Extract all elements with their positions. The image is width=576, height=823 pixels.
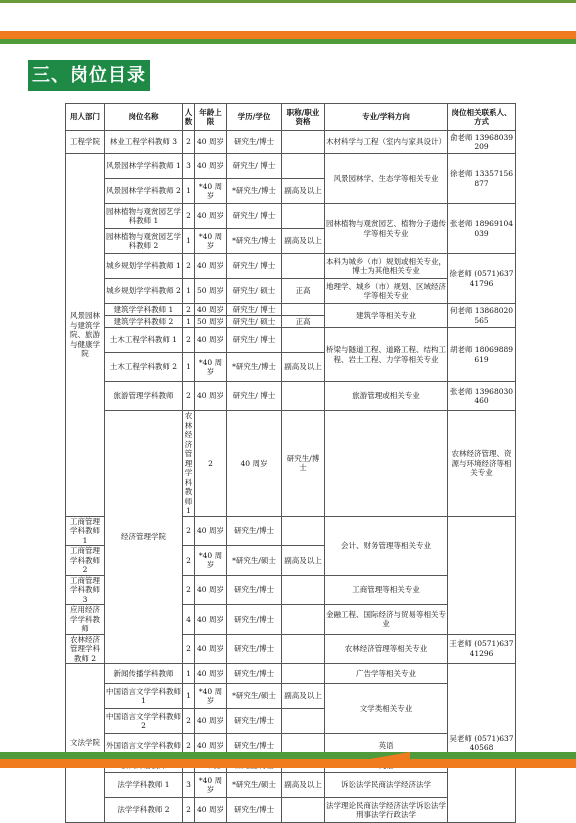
position-name: 风景园林学学科教师 2: [105, 179, 183, 204]
major: 英语: [325, 734, 448, 759]
prof-title: 副高及以上: [282, 773, 325, 798]
position-count: 2: [183, 328, 195, 353]
age-limit: *40 周岁: [195, 179, 227, 204]
age-limit: *40 周岁: [195, 229, 227, 254]
contact: 何老师 13868020565: [448, 304, 516, 328]
prof-title: [282, 709, 325, 734]
table-row: [66, 204, 516, 229]
header-stripe-green-lower: [0, 39, 576, 44]
header-title: 职称/职业资格: [282, 104, 325, 131]
prof-title: [282, 328, 325, 353]
education: *研究生/博士: [227, 229, 282, 254]
major: 木材科学与工程（室内与家具设计）: [325, 131, 448, 154]
table-row: [66, 382, 516, 411]
prof-title: 副高及以上: [282, 684, 325, 709]
prof-title: [282, 798, 325, 823]
age-limit: 40 周岁: [195, 131, 227, 154]
dept-cell: 经济管理学院: [105, 411, 183, 664]
position-name: 外国语言文学学科教师: [105, 734, 183, 759]
section-title: 三、岗位目录: [28, 60, 150, 91]
table-row: [66, 328, 516, 353]
table-row: [66, 154, 516, 179]
education: 研究生/ 博士: [227, 328, 282, 353]
age-limit: 40 周岁: [195, 254, 227, 279]
footer-stripe-orange: [0, 759, 576, 768]
education: 研究生/博士: [227, 664, 282, 684]
age-limit: 40 周岁: [195, 154, 227, 179]
dept-cell: 文法学院: [66, 664, 105, 823]
position-name: 应用经济学学科教师: [66, 605, 105, 635]
contact: 胡老师 18069889619: [448, 328, 516, 382]
major: 本科为城乡（市）规划或相关专业，博士为其他相关专业: [325, 254, 448, 279]
position-name: 土木工程学科教师 1: [105, 328, 183, 353]
major: 诉讼法学民商法学经济法学: [325, 773, 448, 798]
education: 研究生/ 博士: [227, 204, 282, 229]
position-count: 2: [183, 382, 195, 411]
education: 研究生/ 博士: [227, 254, 282, 279]
age-limit: *40 周岁: [195, 684, 227, 709]
education: 研究生/ 博士: [227, 304, 282, 316]
education: 研究生/ 硕士: [227, 279, 282, 304]
header-age: 年龄上限: [195, 104, 227, 131]
education: 研究生/博士: [282, 411, 325, 517]
education: 研究生/ 博士: [227, 154, 282, 179]
age-limit: 50 周岁: [195, 316, 227, 328]
position-count: 1: [183, 664, 195, 684]
header-edu: 学历/学位: [227, 104, 282, 131]
position-count: 3: [183, 773, 195, 798]
age-limit: 40 周岁: [195, 605, 227, 635]
prof-title: 副高及以上: [282, 229, 325, 254]
prof-title: [282, 304, 325, 316]
education: *研究生/硕士: [227, 546, 282, 576]
prof-title: [282, 131, 325, 154]
position-count: 2: [183, 798, 195, 823]
age-limit: *40 周岁: [195, 546, 227, 576]
position-name: 农林经济管理学科教师 1: [183, 411, 195, 517]
prof-title: 正高: [282, 316, 325, 328]
table-row: [66, 131, 516, 154]
position-name: 工商管理学科教师 3: [66, 575, 105, 605]
table-row: [66, 254, 516, 279]
position-name: 新闻传播学科教师: [105, 664, 183, 684]
dept-cell: 工程学院: [66, 131, 105, 154]
prof-title: [282, 634, 325, 664]
prof-title: [282, 204, 325, 229]
position-count: 2: [183, 254, 195, 279]
header-dept: 用人部门: [66, 104, 105, 131]
header-count: 人数: [183, 104, 195, 131]
footer-band: [0, 752, 576, 768]
position-name: 建筑学学科教师 2: [105, 316, 183, 328]
education: 研究生/博士: [227, 575, 282, 605]
prof-title: [282, 575, 325, 605]
age-limit: 40 周岁: [195, 664, 227, 684]
education: *研究生/硕士: [227, 773, 282, 798]
position-name: 法学学科教师 1: [105, 773, 183, 798]
prof-title: 正高: [282, 279, 325, 304]
education: 研究生/博士: [227, 605, 282, 635]
position-name: 中国语言文学学科教师 1: [105, 684, 183, 709]
position-name: 风景园林学学科教师 1: [105, 154, 183, 179]
position-count: 2: [183, 304, 195, 316]
table-row: [66, 411, 516, 517]
age-limit: 40 周岁: [195, 204, 227, 229]
contact: 吴老师 (0571)63740568: [448, 664, 516, 823]
contact: 张老师 18969104039: [448, 204, 516, 254]
major: 法学理论民商法学经济法学诉讼法学刑事法学行政法学: [325, 798, 448, 823]
position-name: 中国语言文学学科教师 2: [105, 709, 183, 734]
age-limit: 40 周岁: [195, 798, 227, 823]
position-name: 建筑学学科教师 1: [105, 304, 183, 316]
prof-title: 副高及以上: [282, 353, 325, 382]
position-count: 2: [195, 411, 227, 517]
age-limit: 40 周岁: [195, 575, 227, 605]
education: 研究生/博士: [227, 131, 282, 154]
age-limit: 40 周岁: [195, 516, 227, 546]
position-name: 农林经济管理学科教师 2: [66, 634, 105, 664]
prof-title: [282, 605, 325, 635]
major: 园林植物与观赏园艺、植物分子遗传学等相关专业: [325, 204, 448, 254]
position-name: 城乡规划学学科教师 1: [105, 254, 183, 279]
age-limit: 40 周岁: [195, 734, 227, 759]
position-count: 2: [183, 709, 195, 734]
footer-stripe-wedge: [370, 752, 410, 759]
header-contact: 岗位相关联系人、方式: [448, 104, 516, 131]
major: 会计、财务管理等相关专业: [325, 516, 448, 575]
position-count: 1: [183, 179, 195, 204]
education: *研究生/硕士: [227, 684, 282, 709]
age-limit: 50 周岁: [195, 279, 227, 304]
header-stripe-orange: [0, 31, 576, 39]
position-count: 2: [183, 634, 195, 664]
education: *研究生/博士: [227, 353, 282, 382]
position-name: 城乡规划学学科教师 2: [105, 279, 183, 304]
education: 研究生/ 硕士: [227, 316, 282, 328]
major: 工商管理等相关专业: [325, 575, 448, 605]
prof-title: [282, 516, 325, 546]
position-count: 2: [183, 734, 195, 759]
position-count: 2: [183, 575, 195, 605]
contact: 张老师 13968030460: [448, 382, 516, 411]
contact: 俞老师 13968039209: [448, 131, 516, 154]
position-name: 工商管理学科教师 1: [66, 516, 105, 546]
position-count: 2: [183, 204, 195, 229]
major: 地理学、城乡（市）规划、区域经济学等相关专业: [325, 279, 448, 304]
prof-title: 副高及以上: [282, 179, 325, 204]
major: 金融工程、国际经济与贸易等相关专业: [325, 605, 448, 635]
prof-title: [282, 664, 325, 684]
education: 研究生/ 博士: [227, 382, 282, 411]
footer-stripe-green: [0, 752, 576, 759]
table-row: [66, 664, 516, 684]
position-name: 园林植物与观赏园艺学科教师 1: [105, 204, 183, 229]
position-count: 2: [183, 516, 195, 546]
header-stripe-white: [0, 3, 576, 31]
education: 研究生/博士: [227, 516, 282, 546]
major: 文学类相关专业: [325, 684, 448, 734]
position-count: 1: [183, 684, 195, 709]
education: 研究生/博士: [227, 634, 282, 664]
age-limit: 40 周岁: [195, 709, 227, 734]
position-count: 2: [183, 546, 195, 576]
major: 桥梁与隧道工程、道路工程、结构工程、岩土工程、力学等相关专业: [325, 328, 448, 382]
major: 风景园林学、生态学等相关专业: [325, 154, 448, 204]
position-name: 法学学科教师 2: [105, 798, 183, 823]
prof-title: 副高及以上: [282, 546, 325, 576]
position-count: 2: [183, 131, 195, 154]
age-limit: *40 周岁: [195, 353, 227, 382]
age-limit: 40 周岁: [227, 411, 282, 517]
prof-title: [282, 382, 325, 411]
contact: 徐老师 13357156877: [448, 154, 516, 204]
position-name: 林业工程学科教师 3: [105, 131, 183, 154]
table-row: [66, 304, 516, 316]
prof-title: [325, 411, 448, 517]
age-limit: 40 周岁: [195, 382, 227, 411]
major: 建筑学等相关专业: [325, 304, 448, 328]
education: 研究生/博士: [227, 798, 282, 823]
education: 研究生/博士: [227, 734, 282, 759]
dept-cell: 风景园林与建筑学院、旅游与健康学院: [66, 154, 105, 517]
position-count: 1: [183, 229, 195, 254]
prof-title: [282, 254, 325, 279]
position-name: 土木工程学科教师 2: [105, 353, 183, 382]
header-major: 专业/学科方向: [325, 104, 448, 131]
prof-title: [282, 154, 325, 179]
position-count: 1: [183, 316, 195, 328]
position-name: 园林植物与观赏园艺学科教师 2: [105, 229, 183, 254]
position-count: 4: [183, 605, 195, 635]
position-count: 1: [183, 353, 195, 382]
major: 广告学等相关专业: [325, 664, 448, 684]
header-name: 岗位名称: [105, 104, 183, 131]
position-table: [65, 103, 516, 823]
age-limit: 40 周岁: [195, 634, 227, 664]
position-count: 1: [183, 279, 195, 304]
contact: 王老师 (0571)63741296: [448, 634, 516, 664]
contact: 徐老师 (0571)63741796: [448, 254, 516, 304]
education: *研究生/博士: [227, 179, 282, 204]
education: 研究生/博士: [227, 709, 282, 734]
major: 农林经济管理、资源与环境经济等相关专业: [448, 411, 516, 517]
major: 旅游管理或相关专业: [325, 382, 448, 411]
major: 农林经济管理等相关专业: [325, 634, 448, 664]
age-limit: *40 周岁: [195, 773, 227, 798]
age-limit: 40 周岁: [195, 328, 227, 353]
position-name: 工商管理学科教师 2: [66, 546, 105, 576]
position-count: 3: [183, 154, 195, 179]
table-header-row: [66, 104, 516, 131]
position-name: 旅游管理学科教师: [105, 382, 183, 411]
age-limit: 40 周岁: [195, 304, 227, 316]
